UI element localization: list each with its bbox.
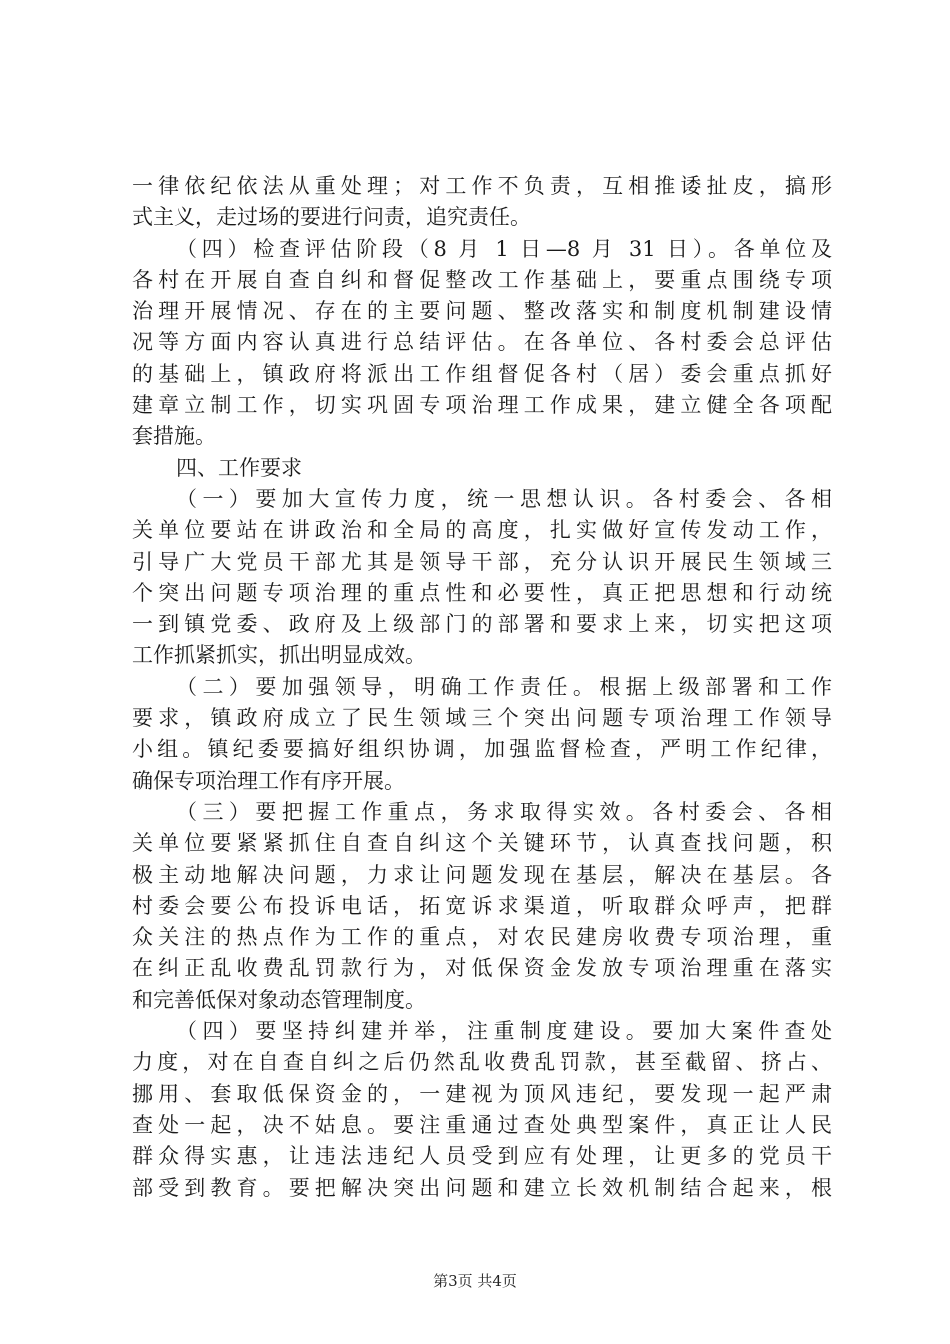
text-line: 小组。镇纪委要搞好组织协调，加强监督检查，严明工作纪律， (132, 737, 832, 762)
text-line: 关单位要站在讲政治和全局的高度，扎实做好宣传发动工作， (132, 518, 832, 543)
text-line: 挪用、套取低保资金的，一建视为顶风违纪，要发现一起严肃 (132, 1081, 832, 1106)
text-line: 和完善低保对象动态管理制度。 (132, 987, 426, 1012)
page-number-footer: 第3页 共4页 (433, 1272, 517, 1290)
text-line: 确保专项治理工作有序开展。 (132, 768, 405, 793)
text-line: 部受到教育。要把解决突出问题和建立长效机制结合起来，根 (132, 1175, 832, 1200)
text-line: 群众得实惠，让违法违纪人员受到应有处理，让更多的党员干 (132, 1144, 832, 1169)
text-line: （一）要加大宣传力度，统一思想认识。各村委会、各相 (176, 486, 832, 511)
section-heading: 四、工作要求 (176, 455, 302, 480)
text-line: 式主义，走过场的要进行问责，追究责任。 (132, 205, 531, 230)
text-line: 治理开展情况、存在的主要问题、整改落实和制度机制建设情 (132, 299, 832, 324)
text-line: 的基础上，镇政府将派出工作组督促各村（居）委会重点抓好 (132, 361, 832, 386)
text-line: 套措施。 (132, 424, 216, 449)
text-line: 一到镇党委、政府及上级部门的部署和要求上来，切实把这项 (132, 612, 832, 637)
text-line: 众关注的热点作为工作的重点，对农民建房收费专项治理，重 (132, 925, 832, 950)
text-line: 极主动地解决问题，力求让问题发现在基层，解决在基层。各 (132, 862, 832, 887)
text-line: 力度，对在自查自纠之后仍然乱收费乱罚款，甚至截留、挤占、 (132, 1050, 832, 1075)
text-line: 引导广大党员干部尤其是领导干部，充分认识开展民生领域三 (132, 549, 832, 574)
text-line: （四）要坚持纠建并举，注重制度建设。要加大案件查处 (176, 1019, 832, 1044)
document-body (132, 171, 832, 1204)
text-line: 在纠正乱收费乱罚款行为，对低保资金发放专项治理重在落实 (132, 956, 832, 981)
text-line: 个突出问题专项治理的重点性和必要性，真正把思想和行动统 (132, 580, 832, 605)
text-line: 村委会要公布投诉电话，拓宽诉求渠道，听取群众呼声，把群 (132, 893, 832, 918)
text-line: （三）要把握工作重点，务求取得实效。各村委会、各相 (176, 799, 832, 824)
text-line: 各村在开展自查自纠和督促整改工作基础上，要重点围绕专项 (132, 267, 832, 292)
text-line: 建章立制工作，切实巩固专项治理工作成果，建立健全各项配 (132, 393, 832, 418)
text-line: 要求，镇政府成立了民生领域三个突出问题专项治理工作领导 (132, 706, 832, 731)
text-line: 工作抓紧抓实，抓出明显成效。 (132, 643, 426, 668)
text-line: （二）要加强领导，明确工作责任。根据上级部署和工作 (176, 674, 832, 699)
text-line: 关单位要紧紧抓住自查自纠这个关键环节，认真查找问题，积 (132, 831, 832, 856)
text-line: （四）检查评估阶段（8 月 1 日—8 月 31 日）。各单位及 (176, 236, 832, 261)
text-line: 查处一起，决不姑息。要注重通过查处典型案件，真正让人民 (132, 1112, 832, 1137)
text-line: 一律依纪依法从重处理；对工作不负责，互相推诿扯皮，搞形 (132, 174, 832, 198)
text-line: 况等方面内容认真进行总结评估。在各单位、各村委会总评估 (132, 330, 832, 355)
